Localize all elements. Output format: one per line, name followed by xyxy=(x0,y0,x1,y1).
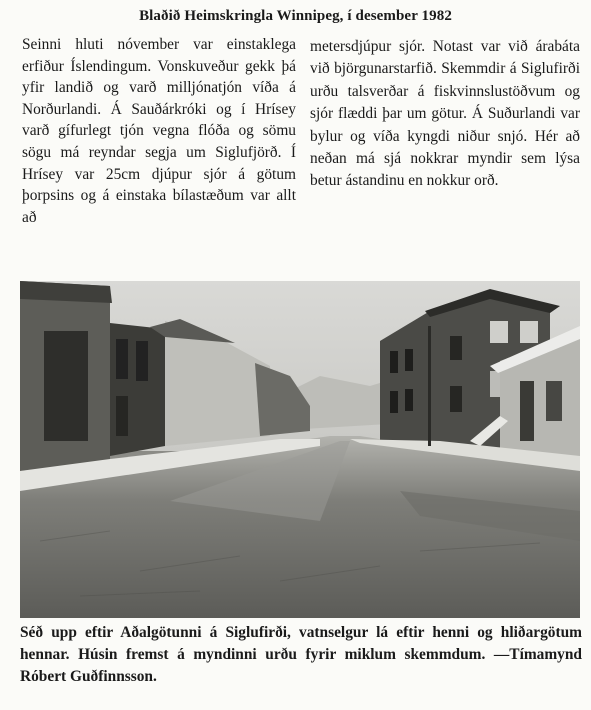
article-column-left xyxy=(22,34,296,228)
article-column-right xyxy=(310,36,580,193)
newspaper-header: Blaðið Heimskringla Winnipeg, í desember 1982 xyxy=(139,8,452,24)
photo-caption: Séð upp eftir Aðalgötunni á Siglufirði, vatnselgur lá eftir henni og hliðargötum hennar. Húsin fremst á myndinni urðu fyrir miklum skemmdum. —Tímamynd Róbert Guðfinnsson. xyxy=(20,624,582,685)
article-text-left: Seinni hluti nóvember var einstaklega erfiður Íslendingum. Vonskuveður gekk þá yfir landið og varð milljónatjón víða á Norðurlandi. Á Sauðárkróki og í Hrísey varð gífurlegt tjón vegna flóða og sömu sögu má reyndar segja um Siglufjörð. Í Hrísey var 25cm djúpur sjór á götum þorpsins og á einstaka bílastæðum var allt að xyxy=(22,36,296,226)
article-text-right: metersdjúpur sjór. Notast var við árabáta við björgunarstarfið. Skemmdir á Siglufirði urðu talsverðar á fiskvinnslustöðvum og sjór flæddi þar um götur. Á Suðurlandi var bylur og víða kyngdi niður snjó. Hér að neðan má sjá nokkrar myndir sem lýsa betur ástandinu en nokkur orð. xyxy=(310,38,580,190)
flooded-street-photo xyxy=(20,281,580,618)
